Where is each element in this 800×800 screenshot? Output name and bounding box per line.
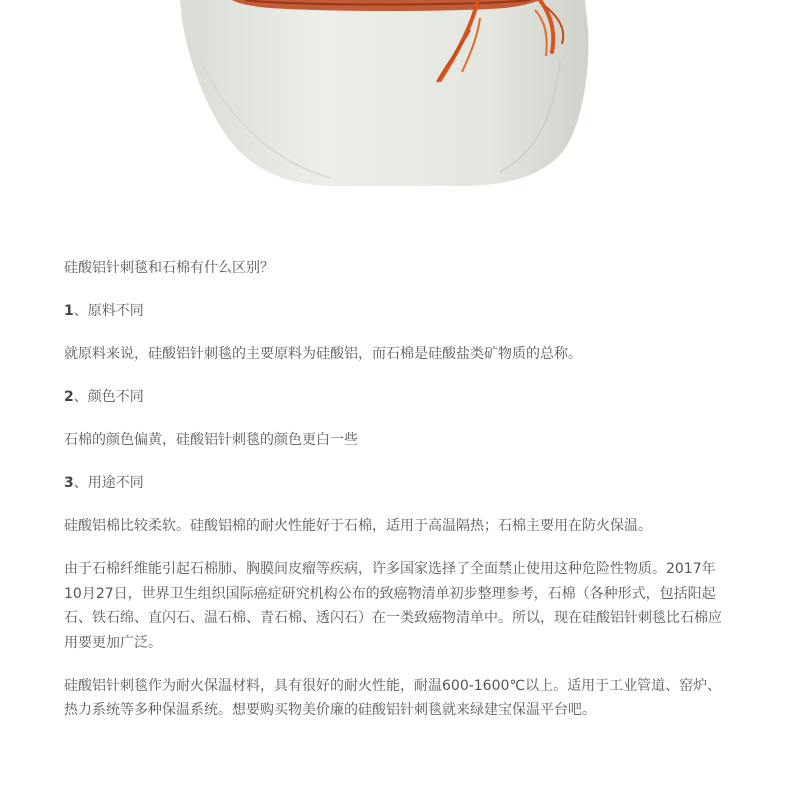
section-heading-1 <box>64 299 724 324</box>
section-heading-2 <box>64 385 724 410</box>
paragraph-usage: 硅酸铝针刺毯作为耐火保温材料，具有很好的耐火性能，耐温600-1600℃以上。适用于工业管道、窑炉、热力系统等多种保温系统。想要购买物美价廉的硅酸铝针刺毯就来绿建宝保温平台吧。 <box>64 677 722 718</box>
section-title: 、颜色不同 <box>73 389 144 405</box>
section-number: 3 <box>64 475 74 491</box>
section-body-2: 石棉的颜色偏黄，硅酸铝针刺毯的颜色更白一些 <box>64 432 358 448</box>
section-number: 1 <box>64 303 74 319</box>
section-body-1: 就原料来说，硅酸铝针刺毯的主要原料为硅酸铝，而石棉是硅酸盐类矿物质的总称。 <box>64 346 582 362</box>
article-body <box>64 256 724 741</box>
section-title: 、用途不同 <box>73 475 144 491</box>
paragraph-ban: 由于石棉纤维能引起石棉肺、胸膜间皮瘤等疾病，许多国家选择了全面禁止使用这种危险性物质。2017年10月27日，世界卫生组织国际癌症研究机构公布的致癌物清单初步整理参考，石棉（各种形式，包括阳起石、铁石绵、直闪石、温石棉、青石棉、透闪石）在一类致癌物清单中。所以，现在硅酸铝针刺毯比石棉应用要更加广泛。 <box>64 561 722 651</box>
product-photo <box>0 0 800 200</box>
section-body-3: 硅酸铝棉比较柔软。硅酸铝棉的耐火性能好于石棉，适用于高温隔热；石棉主要用在防火保温。 <box>64 518 652 534</box>
section-title: 、原料不同 <box>73 303 144 319</box>
section-heading-3 <box>64 471 724 496</box>
fiber-blanket-roll-icon <box>180 0 588 186</box>
section-number: 2 <box>64 389 74 405</box>
article-question: 硅酸铝针刺毯和石棉有什么区别？ <box>64 260 274 276</box>
